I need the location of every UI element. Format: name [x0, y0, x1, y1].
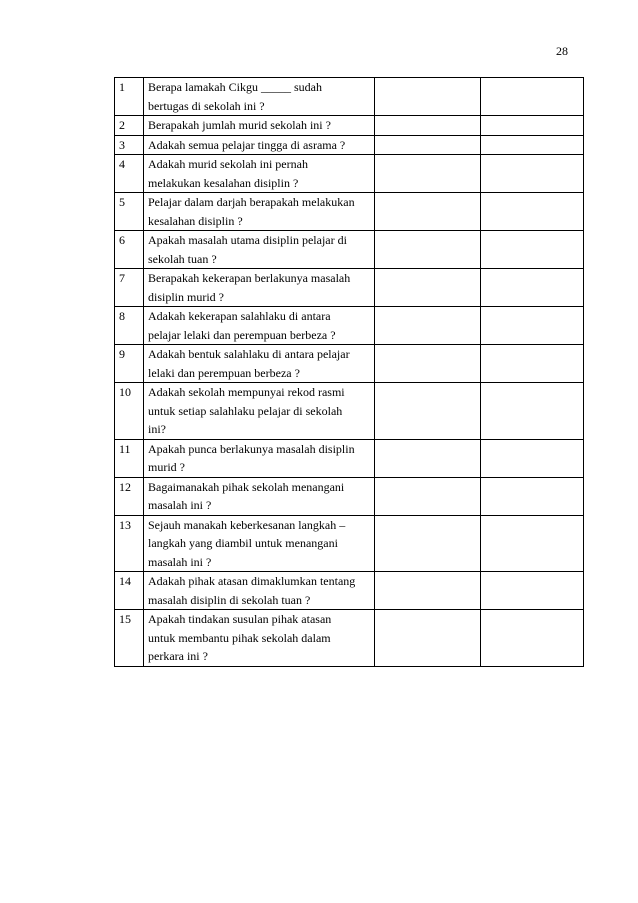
- question-text: [144, 610, 375, 667]
- question-number: 9: [115, 345, 144, 383]
- question-text-line: masalah ini ?: [148, 498, 212, 512]
- question-row: [115, 610, 584, 667]
- question-row: [115, 155, 584, 193]
- question-number: 1: [115, 78, 144, 116]
- answer-cell[interactable]: [375, 345, 481, 383]
- question-text-line: Adakah sekolah mempunyai rekod rasmi: [148, 385, 345, 399]
- question-text-line: Apakah masalah utama disiplin pelajar di: [148, 233, 347, 247]
- question-text-line: Adakah pihak atasan dimaklumkan tentang: [148, 574, 356, 588]
- question-number: 11: [115, 439, 144, 477]
- question-text-line: kesalahan disiplin ?: [148, 213, 243, 228]
- question-number: 10: [115, 383, 144, 440]
- question-row: [115, 439, 584, 477]
- question-row: [115, 231, 584, 269]
- question-text-line: Apakah punca berlakunya masalah disiplin: [148, 441, 355, 456]
- remarks-cell[interactable]: [481, 383, 584, 440]
- answer-cell[interactable]: [375, 610, 481, 667]
- question-text: [144, 572, 375, 610]
- question-text-line: lelaki dan perempuan berbeza ?: [148, 365, 300, 380]
- question-row: [115, 572, 584, 610]
- question-text-line: masalah disiplin di sekolah tuan ?: [148, 592, 311, 607]
- remarks-cell[interactable]: [481, 269, 584, 307]
- remarks-cell[interactable]: [481, 477, 584, 515]
- question-text-line: disiplin murid ?: [148, 289, 224, 304]
- question-text: [144, 345, 375, 383]
- question-text-line: Berapa lamakah Cikgu _____ sudah: [148, 80, 322, 94]
- remarks-cell[interactable]: [481, 307, 584, 345]
- remarks-cell[interactable]: [481, 572, 584, 610]
- question-text-line: untuk membantu pihak sekolah dalam: [148, 630, 331, 645]
- question-number: 4: [115, 155, 144, 193]
- question-number: 5: [115, 193, 144, 231]
- question-text-line: ini?: [148, 422, 166, 436]
- answer-cell[interactable]: [375, 477, 481, 515]
- question-text-line: sekolah tuan ?: [148, 251, 217, 266]
- question-row: [115, 383, 584, 440]
- answer-cell[interactable]: [375, 135, 481, 155]
- question-text-line: langkah yang diambil untuk menangani: [148, 536, 338, 550]
- question-text-line: Adakah semua pelajar tingga di asrama ?: [148, 137, 346, 152]
- question-number: 7: [115, 269, 144, 307]
- remarks-cell[interactable]: [481, 439, 584, 477]
- remarks-cell[interactable]: [481, 345, 584, 383]
- answer-cell[interactable]: [375, 269, 481, 307]
- question-text: [144, 231, 375, 269]
- question-text-line: pelajar lelaki dan perempuan berbeza ?: [148, 327, 336, 342]
- question-number: 12: [115, 477, 144, 515]
- answer-cell[interactable]: [375, 193, 481, 231]
- question-text: [144, 135, 375, 155]
- question-number: 15: [115, 610, 144, 667]
- remarks-cell[interactable]: [481, 610, 584, 667]
- question-text-line: Berapakah jumlah murid sekolah ini ?: [148, 118, 331, 132]
- question-number: 14: [115, 572, 144, 610]
- question-row: [115, 515, 584, 572]
- question-row: [115, 135, 584, 155]
- question-text: [144, 383, 375, 440]
- question-number: 3: [115, 135, 144, 155]
- question-text: [144, 116, 375, 136]
- question-text: [144, 193, 375, 231]
- question-text-line: Bagaimanakah pihak sekolah menangani: [148, 479, 345, 494]
- question-text: [144, 307, 375, 345]
- question-text: [144, 78, 375, 116]
- question-text: [144, 155, 375, 193]
- answer-cell[interactable]: [375, 383, 481, 440]
- answer-cell[interactable]: [375, 78, 481, 116]
- question-number: 6: [115, 231, 144, 269]
- question-text: [144, 477, 375, 515]
- question-row: [115, 307, 584, 345]
- question-text: [144, 439, 375, 477]
- question-text-line: Berapakah kekerapan berlakunya masalah: [148, 271, 351, 285]
- answer-cell[interactable]: [375, 439, 481, 477]
- question-row: [115, 78, 584, 116]
- question-text: [144, 269, 375, 307]
- remarks-cell[interactable]: [481, 155, 584, 193]
- question-row: [115, 269, 584, 307]
- remarks-cell[interactable]: [481, 193, 584, 231]
- question-text-line: Apakah tindakan susulan pihak atasan: [148, 612, 332, 626]
- remarks-cell[interactable]: [481, 78, 584, 116]
- answer-cell[interactable]: [375, 572, 481, 610]
- remarks-cell[interactable]: [481, 116, 584, 136]
- questionnaire-table: [114, 77, 584, 667]
- question-number: 13: [115, 515, 144, 572]
- answer-cell[interactable]: [375, 231, 481, 269]
- question-row: [115, 193, 584, 231]
- answer-cell[interactable]: [375, 515, 481, 572]
- answer-cell[interactable]: [375, 307, 481, 345]
- question-row: [115, 116, 584, 136]
- answer-cell[interactable]: [375, 116, 481, 136]
- question-row: [115, 477, 584, 515]
- question-text-line: bertugas di sekolah ini ?: [148, 98, 265, 113]
- question-text-line: Pelajar dalam darjah berapakah melakukan: [148, 195, 355, 209]
- remarks-cell[interactable]: [481, 135, 584, 155]
- remarks-cell[interactable]: [481, 515, 584, 572]
- page-number: 28: [556, 44, 568, 58]
- remarks-cell[interactable]: [481, 231, 584, 269]
- answer-cell[interactable]: [375, 155, 481, 193]
- question-text: [144, 515, 375, 572]
- question-row: [115, 345, 584, 383]
- question-text-line: melakukan kesalahan disiplin ?: [148, 175, 299, 190]
- question-text-line: Adakah bentuk salahlaku di antara pelajar: [148, 347, 350, 361]
- question-number: 8: [115, 307, 144, 345]
- question-text-line: untuk setiap salahlaku pelajar di sekolah: [148, 403, 343, 418]
- question-text-line: perkara ini ?: [148, 649, 208, 663]
- question-text-line: Adakah murid sekolah ini pernah: [148, 157, 308, 171]
- question-text-line: murid ?: [148, 460, 185, 474]
- question-number: 2: [115, 116, 144, 136]
- question-text-line: Adakah kekerapan salahlaku di antara: [148, 309, 331, 323]
- question-text-line: masalah ini ?: [148, 554, 212, 569]
- question-text-line: Sejauh manakah keberkesanan langkah –: [148, 517, 346, 532]
